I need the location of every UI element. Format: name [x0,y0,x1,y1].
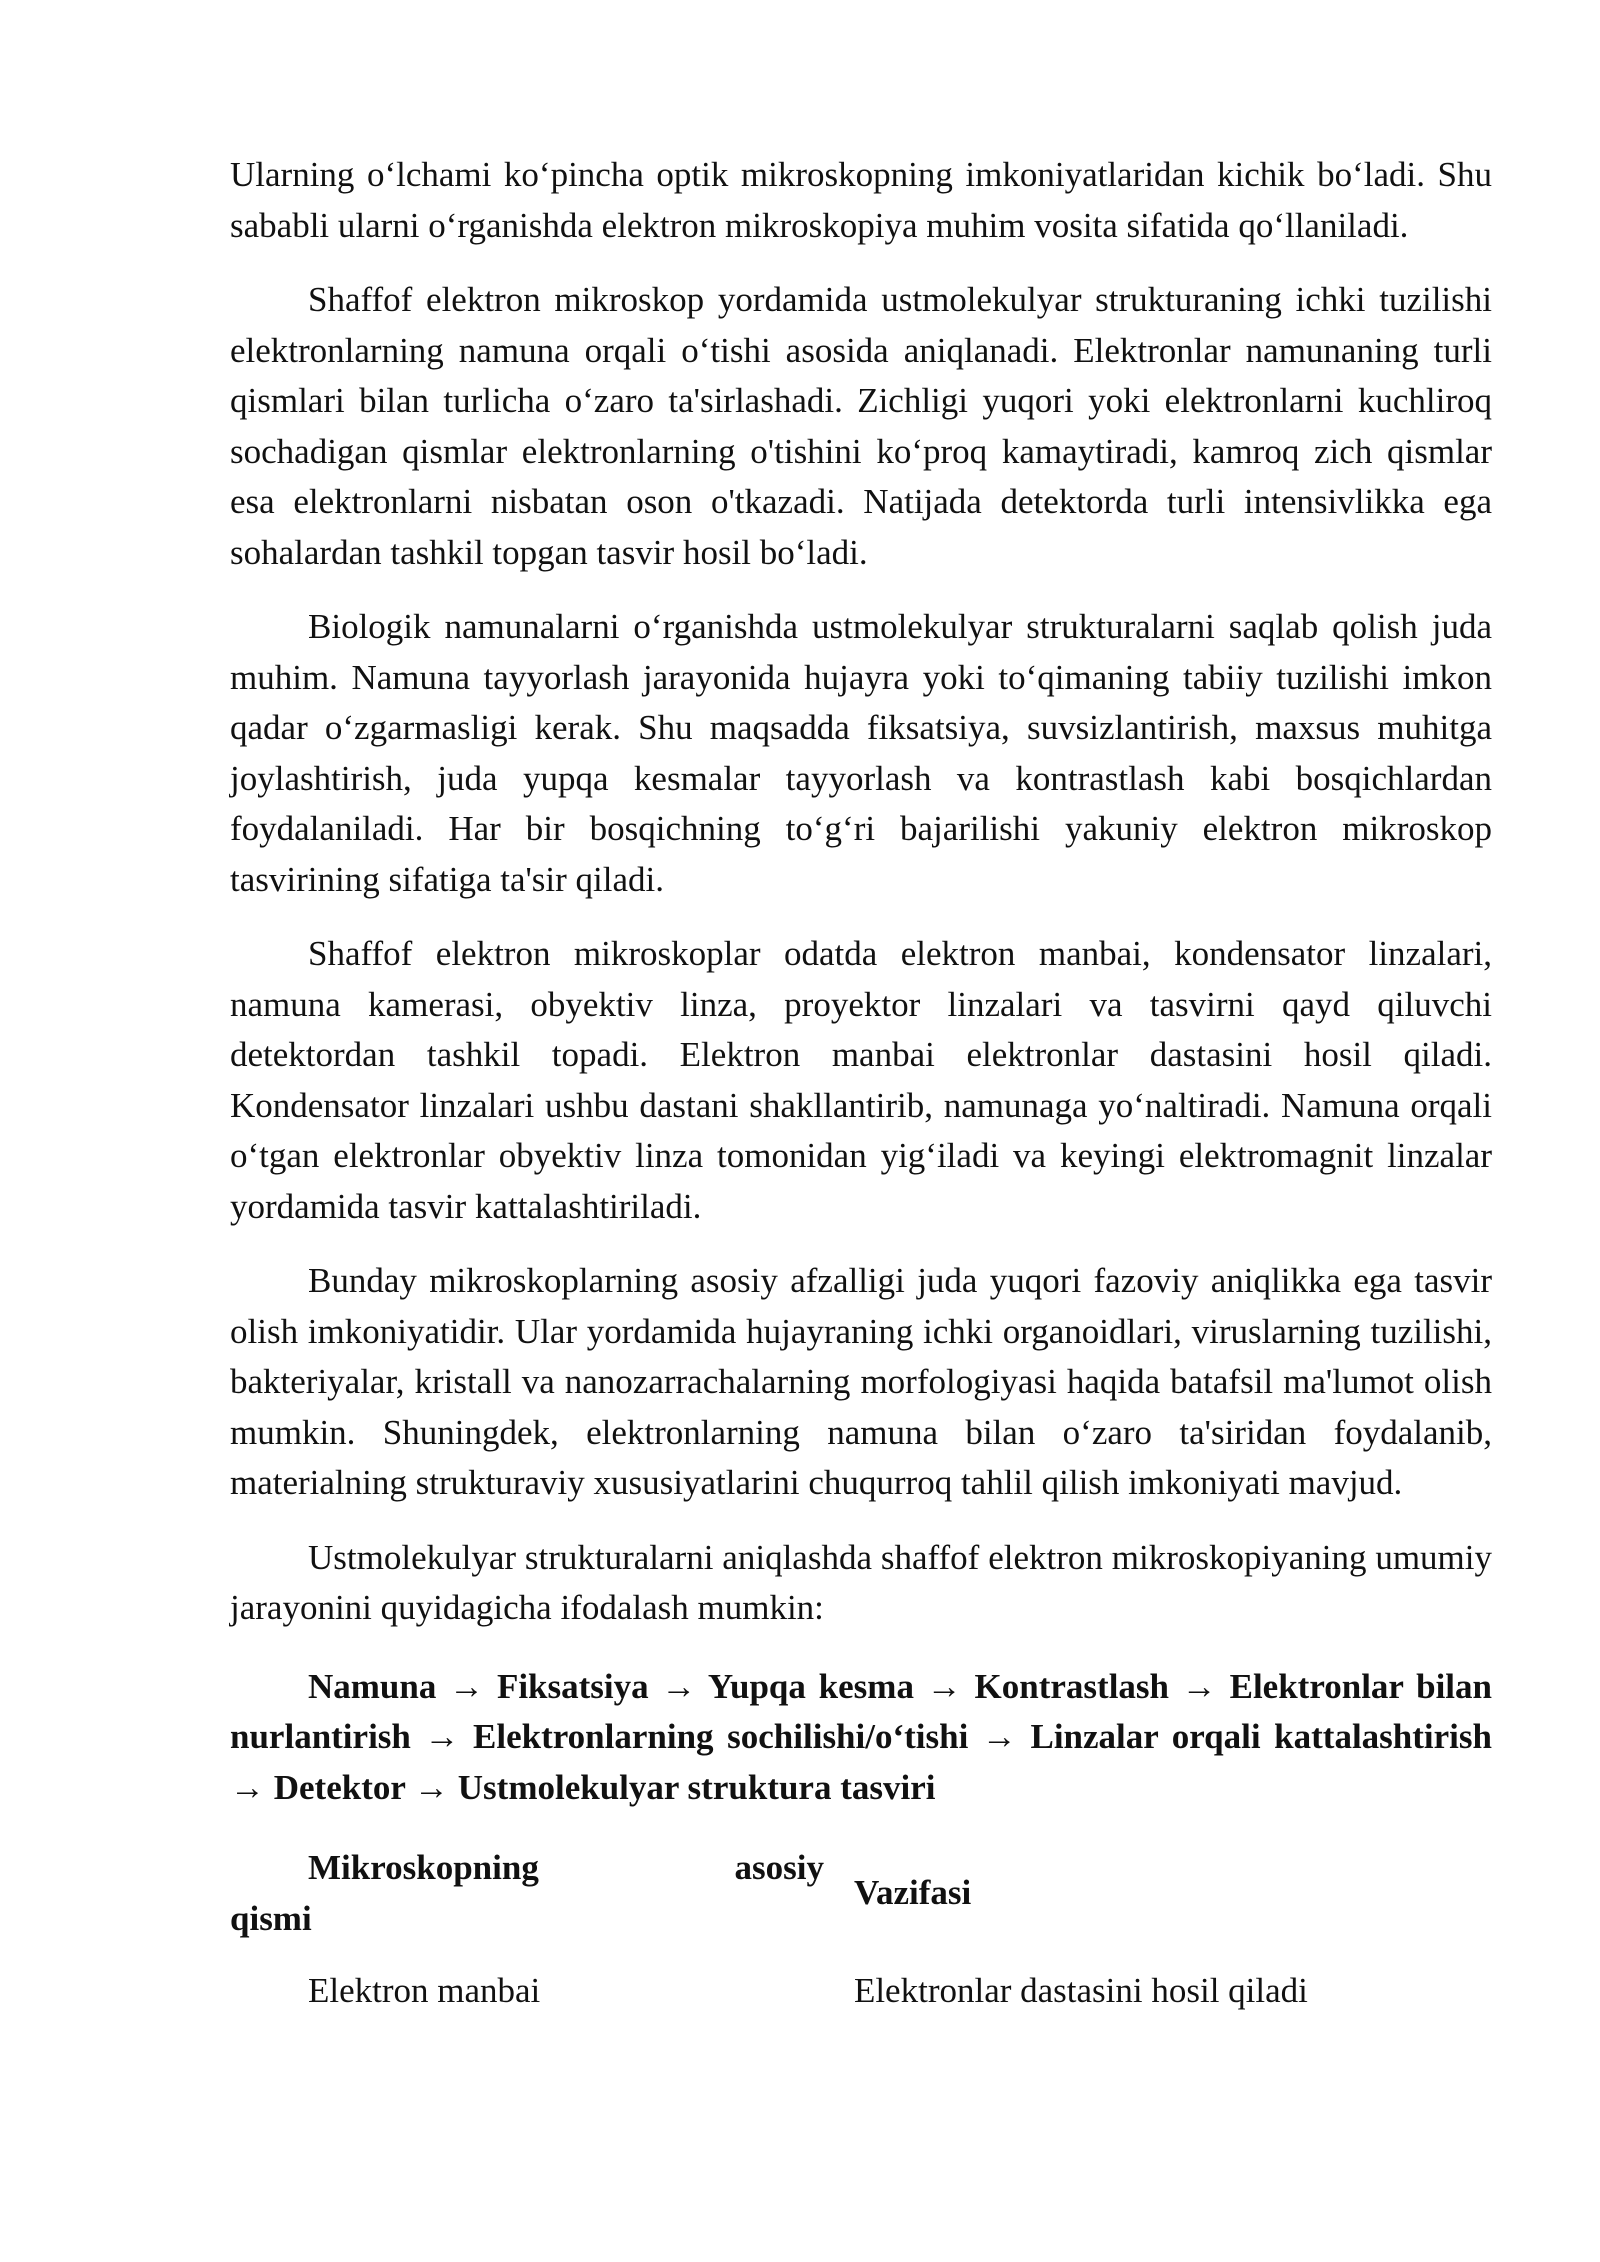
table-row [230,1966,1492,2017]
paragraph-5: Bunday mikroskoplarning asosiy afzalligi juda yuqori fazoviy aniqlikka ega tasvir olish imkoniyatidir. Ular yordamida hujayraning ichki organoidlari, viruslarning tuzilishi, bakteriyalar, kristall va nanozarrachalarning morfologiyasi haqida batafsil ma'lumot olish mumkin. Shuningdek, elektronlarning namuna bilan o‘zaro ta'siridan foydalanib, materialning strukturaviy xususiyatlarini chuqurroq tahlil qilish imkoniyati mavjud. [230,1261,1492,1502]
table-header-row [230,1843,1492,1966]
header-part-line2: qismi [230,1898,312,1938]
paragraph-1: Ularning o‘lchami ko‘pincha optik mikroskopning imkoniyatlaridan kichik bo‘ladi. Shu sababli ularni o‘rganishda elektron mikroskopiya muhim vosita sifatida qo‘llaniladi. [230,155,1492,245]
document-page [230,150,1492,2017]
paragraph-3: Biologik namunalarni o‘rganishda ustmolekulyar strukturalarni saqlab qolish juda muhim. Namuna tayyorlash jarayonida hujayra yoki to‘qimaning tabiiy tuzilishi imkon qadar o‘zgarmasligi kerak. Shu maqsadda fiksatsiya, suvsizlantirish, maxsus muhitga joylashtirish, juda yupqa kesmalar tayyorlash va kontrastlash kabi bosqichlardan foydalaniladi. Har bir bosqichning to‘g‘ri bajarilishi yakuniy elektron mikroskop tasvirining sifatiga ta'sir qiladi. [230,607,1492,899]
paragraph-6: Ustmolekulyar strukturalarni aniqlashda shaffof elektron mikroskopiyaning umumiy jarayonini quyidagicha ifodalash mumkin: [230,1537,1492,1627]
header-part-cell [230,1843,854,1966]
header-part-line1: Mikroskopning asosiy [308,1848,824,1887]
row-part-cell: Elektron manbai [308,1971,541,2010]
paragraph-4: Shaffof elektron mikroskoplar odatda elektron manbai, kondensator linzalari, namuna kamerasi, obyektiv linza, proyektor linzalari va tasvirni qayd qiluvchi detektordan tashkil topadi. Elektron manbai elektronlar dastasini hosil qiladi. Kondensator linzalari ushbu dastani shakllantirib, namunaga yo‘naltiradi. Namuna orqali o‘tgan elektronlar obyektiv linza tomonidan yig‘iladi va keyingi elektromagnit linzalar yordamida tasvir kattalashtiriladi. [230,934,1492,1226]
row-function-cell: Elektronlar dastasini hosil qiladi [853,1971,1308,2010]
paragraph-2: Shaffof elektron mikroskop yordamida ustmolekulyar strukturaning ichki tuzilishi elektronlarning namuna orqali o‘tishi asosida aniqlanadi. Elektronlar namunaning turli qismlari bilan turlicha o‘zaro ta'sirlashadi. Zichligi yuqori yoki elektronlarni kuchliroq sochadigan qismlar elektronlarning o'tishini ko‘proq kamaytiradi, kamroq zich qismlar esa elektronlarni nisbatan oson o'tkazadi. Natijada detektorda turli intensivlikka ega sohalardan tashkil topgan tasvir hosil bo‘ladi. [230,280,1492,572]
header-function-cell: Vazifasi [853,1873,972,1913]
process-flow: Namuna → Fiksatsiya → Yupqa kesma → Kontrastlash → Elektronlar bilan nurlantirish → Elektronlarning sochilishi/o‘tishi → Linzalar orqali kattalashtirish → Detektor → Ustmolekulyar struktura tasviri [230,1666,1492,1807]
microscope-parts-table [230,1843,1492,2017]
